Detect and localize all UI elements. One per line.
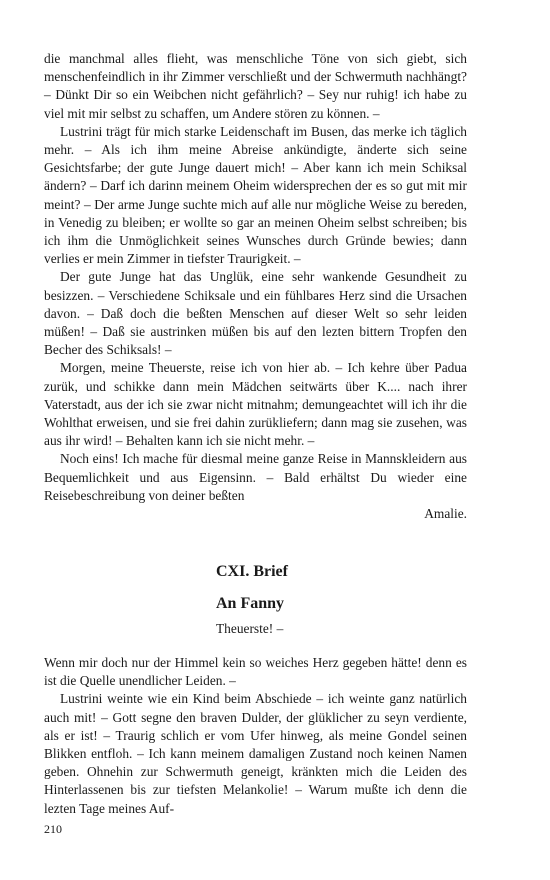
letter-salutation: Theuerste! – <box>216 621 284 636</box>
paragraph-lustrini: Lustrini trägt für mich starke Leidenschaft im Busen, das merke ich täglich mehr. – Als ich ihm meine Abreise ankündigte, änderte sich seine Gesichtsfarbe; der gute Junge dauert mich! – Aber kann ich mein Schiksal ändern? – Darf ich darinn meinem Oheim widersprechen der es so gut mit mir meint? – Der arme Junge suchte mich auf alle nur mögliche Weise zu bereden, in Venedig zu bleiben; er wollte so gar an meinen Oheim selbst schreiben; bis ich ihm die Unmöglichkeit seines Wunsches durch Gründe bewies; dann verlies er mein Zimmer in tiefster Traurigkeit. – <box>44 123 467 267</box>
letter-heading <box>44 562 467 638</box>
signature: Amalie. <box>424 506 467 522</box>
letter-number: CXI. Brief <box>216 563 288 580</box>
paragraph-departure: Morgen, meine Theuerste, reise ich von hier ab. – Ich kehre über Padua zurük, und schikke dann mein Mädchen seitwärts über K.... nach ihrer Vaterstadt, aus der ich sie zwar nicht mitnahm; demungeachtet will ich ihr die Wohlthat erweisen, und sie frei dahin zurükliefern; dann mag sie zusehen, was aus ihr wird! – Behalten kann ich sie nicht mehr. – <box>44 360 467 449</box>
paragraph-soft-heart: Wenn mir doch nur der Himmel kein so weiches Herz gegeben hätte! denn es ist die Quelle unendlicher Leiden. – <box>44 655 467 689</box>
letter-recipient: An Fanny <box>216 595 285 612</box>
body-text-part-1 <box>44 50 467 523</box>
paragraph-travel-clothes: Noch eins! Ich mache für diesmal meine ganze Reise in Mannskleidern aus Bequemlichkeit und aus Eigensinn. – Bald erhältst Du wieder eine Reisebeschreibung von deiner beßten <box>44 451 467 503</box>
paragraph-continuation: die manchmal alles flieht, was menschliche Töne von sich giebt, sich menschenfeindlich in ihr Zimmer verschließt und der Schwermuth nachhängt? – Dünkt Dir so ein Weibchen nicht gefährlich? – Sey nur ruhig! ich habe zu viel mit mir selbst zu schaffen, um Andere stören zu können. – <box>44 51 467 121</box>
paragraph-farewell: Lustrini weinte wie ein Kind beim Abschiede – ich weinte ganz natürlich auch mit! – Gott segne den braven Dulder, der glüklicher zu seyn verdiente, als er ist! – Traurig schlich er vom Ufer hinweg, als meine Gondel seinen Blikken entfloh. – Ich kann meinem damaligen Zustand noch keinen Namen geben. Ohnehin zur Schwermuth geneigt, kränkten mich die Leiden des Hinterlassenen bis zur tiefsten Melankolie! – Warum mußte ich denn die lezten Tage meines Auf- <box>44 691 467 816</box>
body-text-part-2 <box>44 654 467 818</box>
paragraph-health: Der gute Junge hat das Unglük, eine sehr wankende Gesundheit zu besizzen. – Verschiedene Schiksale und ein fühlbares Herz sind die Ursachen davon. – Daß doch die beßten Menschen auf dieser Welt so sehr leiden müßen! – Daß sie austrinken müßen bis auf den lezten bittern Tropfen den Becher des Schiksals! – <box>44 269 467 358</box>
page-number: 210 <box>44 822 62 836</box>
